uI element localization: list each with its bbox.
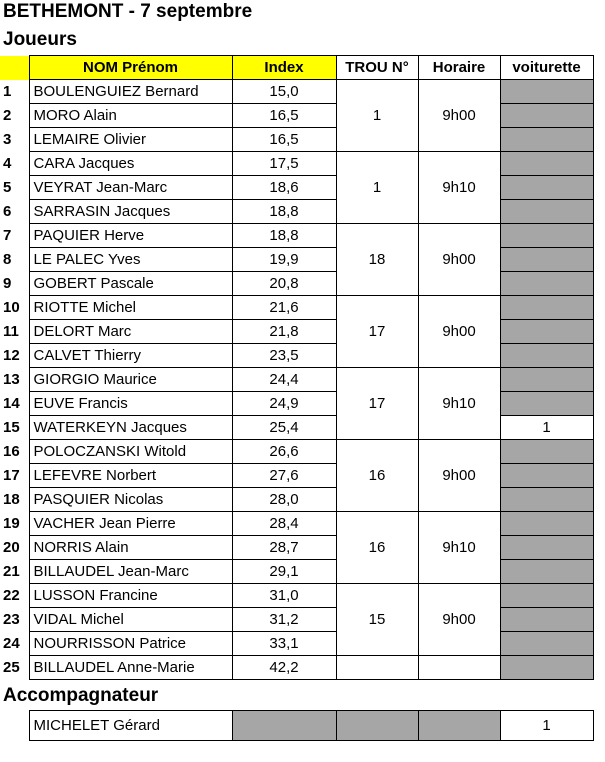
player-name: VIDAL Michel [29,608,232,632]
player-cart [500,608,593,632]
player-number: 22 [3,587,20,604]
player-number: 11 [3,323,19,340]
header-row [0,56,593,80]
player-number: 3 [3,131,12,148]
player-cart [500,80,593,104]
player-cart [500,248,593,272]
player-cart [500,152,593,176]
group-hole: 1 [336,152,418,224]
player-index: 25,4 [232,416,336,440]
table-row [0,152,593,176]
player-name: SARRASIN Jacques [29,200,232,224]
players-table [0,55,594,680]
group-time: 9h00 [418,440,500,512]
escort-section-title: Accompagnateur [3,685,159,706]
group-hole: 15 [336,584,418,656]
player-number: 17 [3,467,20,484]
player-number: 15 [3,419,20,436]
table-row [0,224,593,248]
player-index: 16,5 [232,128,336,152]
player-number: 1 [3,83,12,100]
player-index: 20,8 [232,272,336,296]
player-name: LUSSON Francine [29,584,232,608]
player-cart [500,656,593,680]
player-number: 4 [3,155,12,172]
player-cart [500,584,593,608]
player-name: BILLAUDEL Jean-Marc [29,560,232,584]
player-index: 26,6 [232,440,336,464]
player-index: 19,9 [232,248,336,272]
group-time [418,656,500,680]
player-cart [500,560,593,584]
table-row [0,296,593,320]
player-name: WATERKEYN Jacques [29,416,232,440]
player-name: VACHER Jean Pierre [29,512,232,536]
player-index: 28,4 [232,512,336,536]
escort-cart: 1 [500,711,593,741]
player-number: 14 [3,395,20,412]
table-row [0,656,593,680]
player-cart [500,344,593,368]
escort-name: MICHELET Gérard [29,711,232,741]
player-name: BILLAUDEL Anne-Marie [29,656,232,680]
player-number: 7 [3,227,12,244]
player-index: 31,0 [232,584,336,608]
group-time: 9h00 [418,584,500,656]
group-hole: 16 [336,440,418,512]
player-name: DELORT Marc [29,320,232,344]
player-name: CARA Jacques [29,152,232,176]
player-name: BOULENGUIEZ Bernard [29,80,232,104]
player-name: RIOTTE Michel [29,296,232,320]
group-time: 9h10 [418,152,500,224]
table-row [0,584,593,608]
player-index: 15,0 [232,80,336,104]
table-row [0,368,593,392]
player-cart [500,320,593,344]
player-name: LEMAIRE Olivier [29,128,232,152]
player-cart [500,128,593,152]
escort-row [0,711,593,741]
player-index: 17,5 [232,152,336,176]
player-number: 25 [3,659,20,676]
table-row [0,200,593,224]
player-number: 9 [3,275,12,292]
player-index: 24,9 [232,392,336,416]
group-time: 9h00 [418,80,500,152]
escort-number-cell [0,711,29,741]
table-row [0,464,593,488]
group-hole: 16 [336,512,418,584]
table-row [0,80,593,104]
table-row [0,320,593,344]
player-index: 24,4 [232,368,336,392]
player-index: 18,8 [232,224,336,248]
player-name: NORRIS Alain [29,536,232,560]
player-index: 27,6 [232,464,336,488]
player-index: 33,1 [232,632,336,656]
player-cart [500,512,593,536]
header-time: Horaire [418,56,500,80]
player-number: 16 [3,443,20,460]
player-cart [500,272,593,296]
player-index: 29,1 [232,560,336,584]
player-number: 23 [3,611,20,628]
player-index: 21,6 [232,296,336,320]
player-number: 24 [3,635,20,652]
player-name: MORO Alain [29,104,232,128]
player-number: 5 [3,179,12,196]
table-row [0,560,593,584]
escort-hole-cell [336,711,418,741]
group-hole: 18 [336,224,418,296]
player-number: 2 [3,107,12,124]
header-cart: voiturette [500,56,593,80]
player-cart [500,104,593,128]
player-name: PAQUIER Herve [29,224,232,248]
group-hole: 1 [336,80,418,152]
player-cart [500,464,593,488]
player-name: CALVET Thierry [29,344,232,368]
table-row [0,248,593,272]
player-index: 18,6 [232,176,336,200]
escort-table [0,710,594,741]
player-cart [500,368,593,392]
player-cart [500,536,593,560]
group-time: 9h00 [418,224,500,296]
player-name: GIORGIO Maurice [29,368,232,392]
player-number: 13 [3,371,20,388]
player-cart: 1 [500,416,593,440]
group-hole: 17 [336,368,418,440]
player-index: 42,2 [232,656,336,680]
table-row [0,440,593,464]
player-name: LE PALEC Yves [29,248,232,272]
player-name: LEFEVRE Norbert [29,464,232,488]
group-hole [336,656,418,680]
table-row [0,128,593,152]
player-name: EUVE Francis [29,392,232,416]
player-index: 21,8 [232,320,336,344]
player-cart [500,200,593,224]
player-cart [500,632,593,656]
player-name: POLOCZANSKI Witold [29,440,232,464]
header-number-cell [0,56,29,80]
player-number: 19 [3,515,20,532]
player-index: 16,5 [232,104,336,128]
player-number: 20 [3,539,20,556]
group-time: 9h10 [418,368,500,440]
player-index: 28,7 [232,536,336,560]
player-index: 23,5 [232,344,336,368]
player-cart [500,224,593,248]
escort-time-cell [418,711,500,741]
player-index: 18,8 [232,200,336,224]
table-row [0,416,593,440]
player-cart [500,488,593,512]
header-name: NOM Prénom [29,56,232,80]
players-section-title: Joueurs [3,29,77,50]
table-row [0,104,593,128]
player-index: 31,2 [232,608,336,632]
player-number: 18 [3,491,20,508]
player-name: VEYRAT Jean-Marc [29,176,232,200]
player-index: 28,0 [232,488,336,512]
page-title: BETHEMONT - 7 septembre [3,1,253,22]
table-row [0,632,593,656]
player-number: 10 [3,299,20,316]
player-number: 12 [3,347,20,364]
player-number: 21 [3,563,20,580]
player-number: 6 [3,203,12,220]
player-cart [500,176,593,200]
player-number: 8 [3,251,12,268]
player-name: PASQUIER Nicolas [29,488,232,512]
table-row [0,344,593,368]
table-row [0,272,593,296]
table-row [0,512,593,536]
table-row [0,488,593,512]
player-cart [500,296,593,320]
player-name: NOURRISSON Patrice [29,632,232,656]
player-name: GOBERT Pascale [29,272,232,296]
table-row [0,176,593,200]
table-row [0,536,593,560]
table-row [0,392,593,416]
header-hole: TROU N° [336,56,418,80]
group-time: 9h10 [418,512,500,584]
group-hole: 17 [336,296,418,368]
player-cart [500,440,593,464]
group-time: 9h00 [418,296,500,368]
table-row [0,608,593,632]
header-index: Index [232,56,336,80]
player-cart [500,392,593,416]
escort-index-cell [232,711,336,741]
